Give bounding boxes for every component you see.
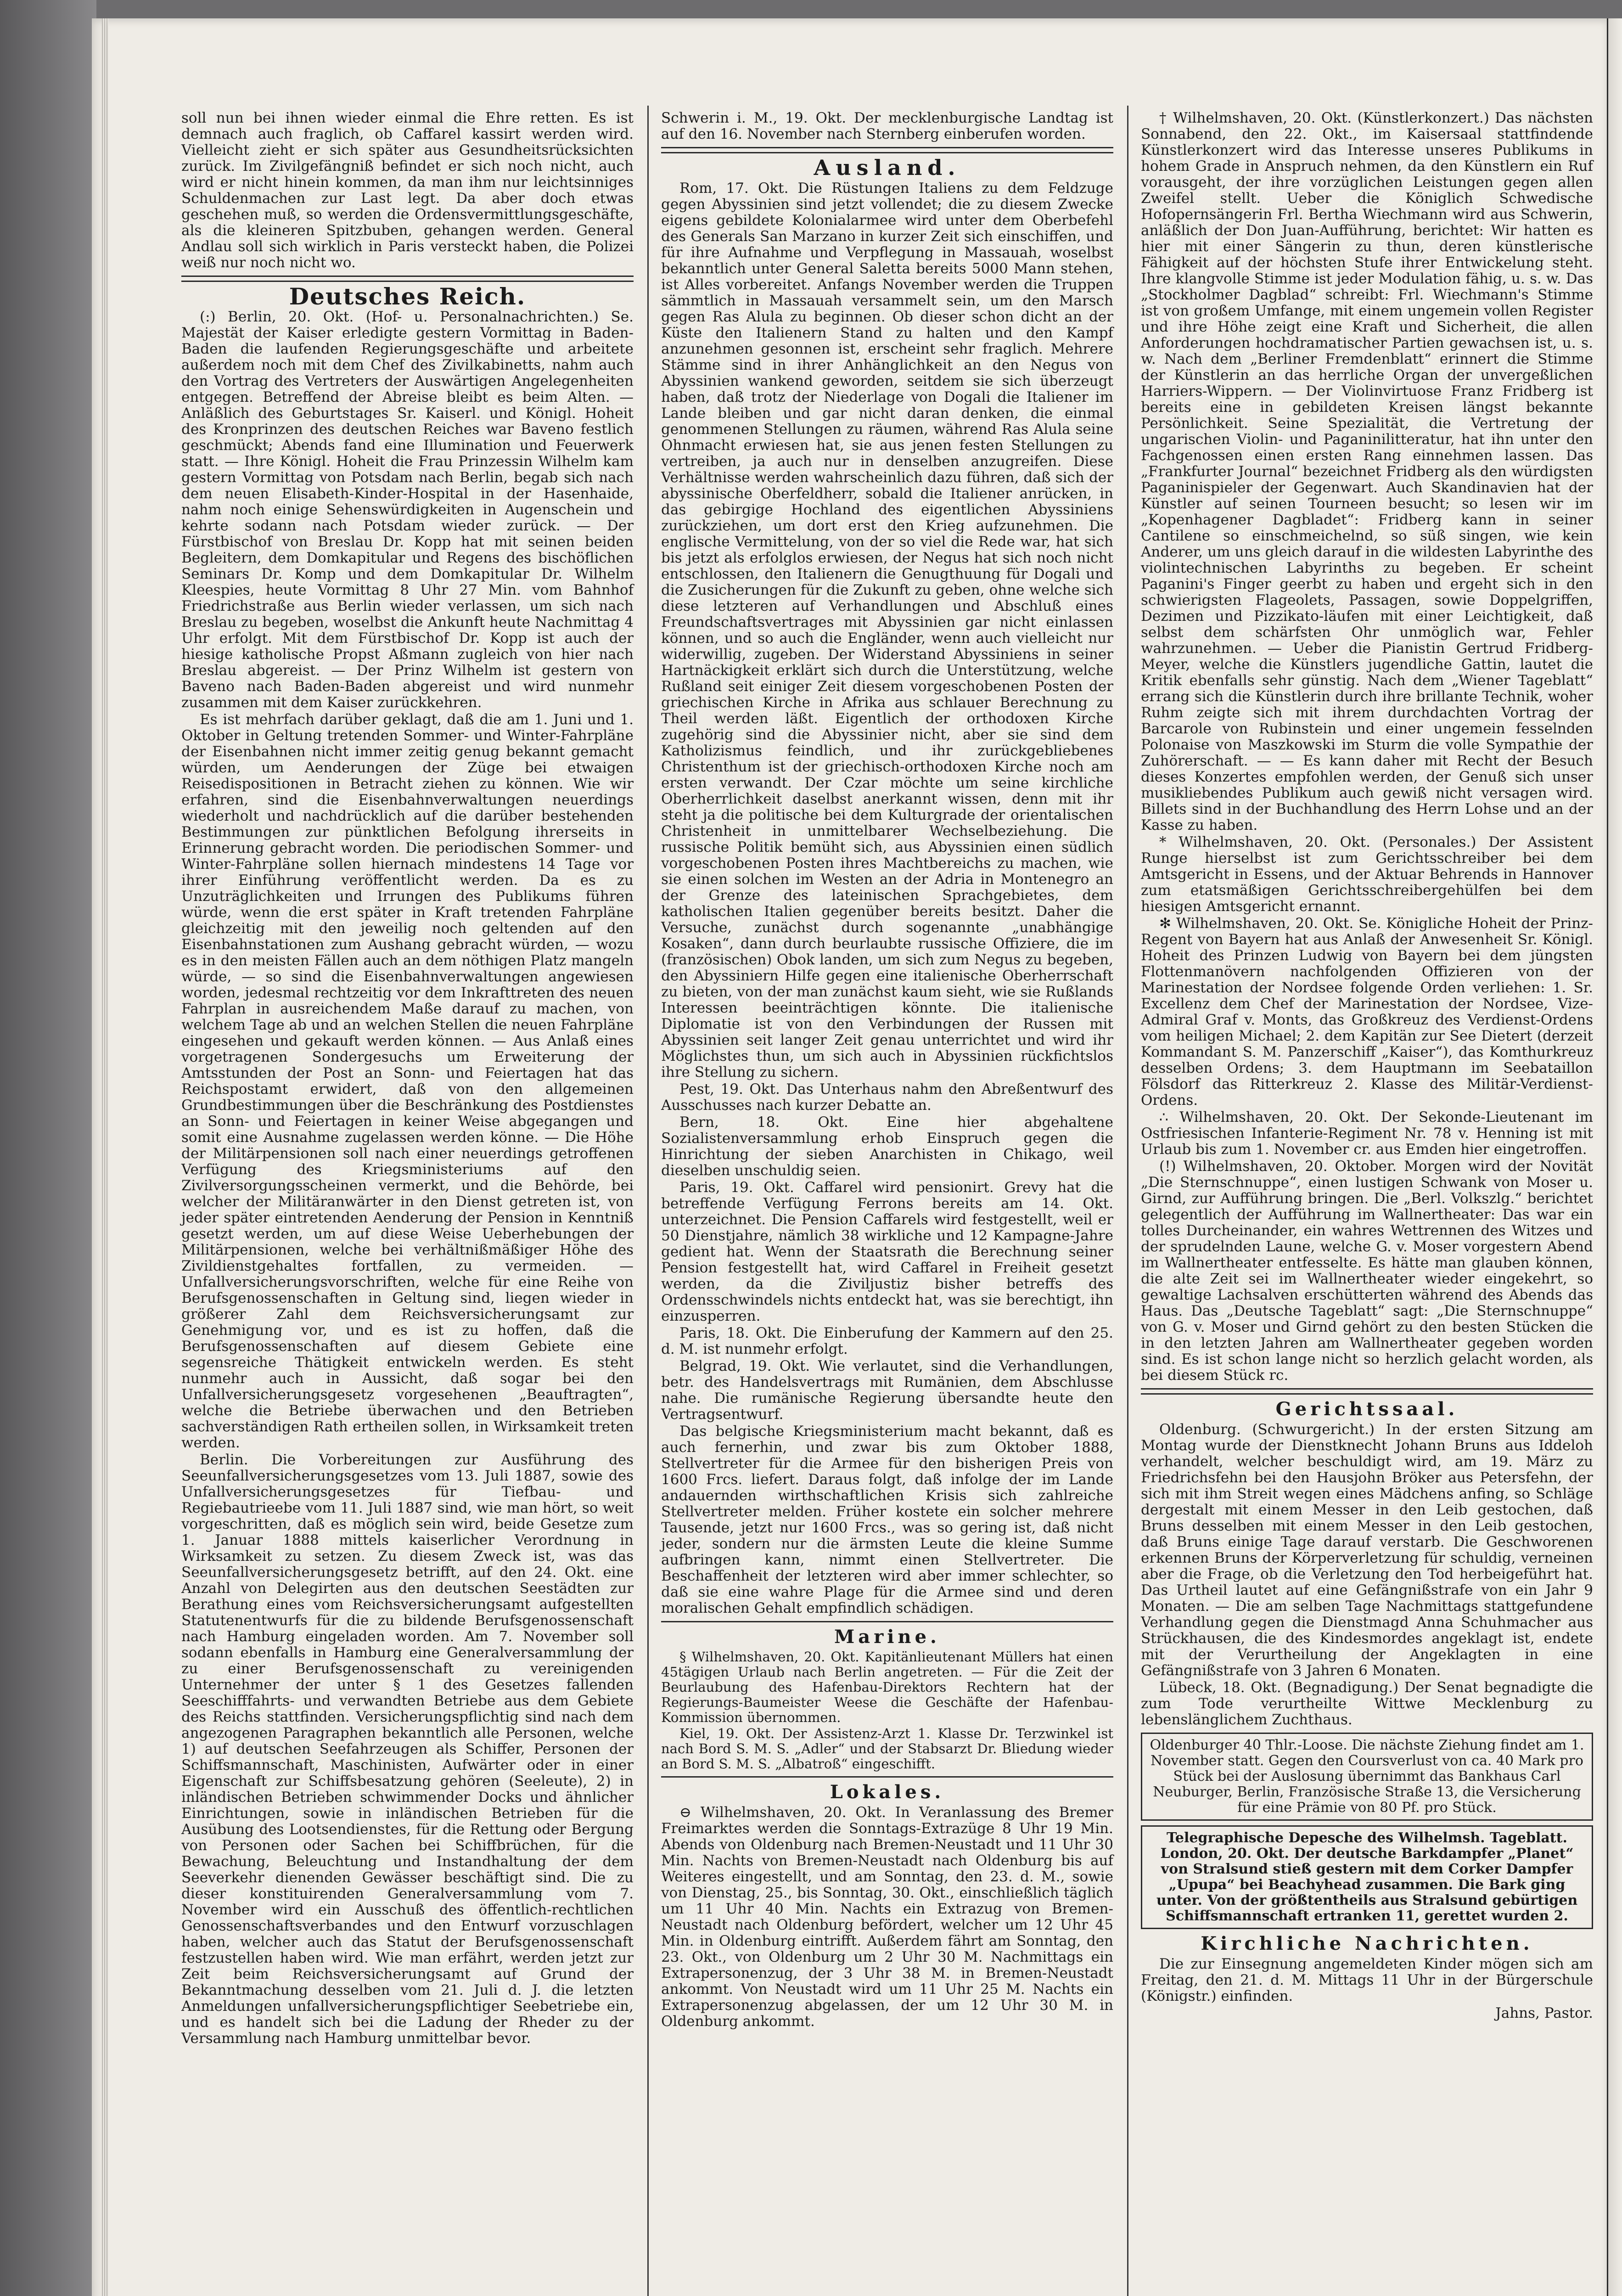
article-marine-wilhelmshaven: § Wilhelmshaven, 20. Okt. Kapitänlieutenant Müllers hat einen 45tägigen Urlaub nach Berlin angetreten. — Für die Zeit der Beurlaubung des Hafenbau-Direktors Rechtern hat der Regierungs-Baumeister Weese die Geschäfte der Hafenbau-Kommission übernommen. <box>661 1649 1113 1725</box>
page-binding-edge <box>102 18 108 2296</box>
section-rule <box>661 1621 1113 1622</box>
section-title-lokales: Lokales. <box>830 1781 945 1803</box>
section-rule <box>1141 1388 1593 1395</box>
article-fahrplaene: Es ist mehrfach darüber geklagt, daß die am 1. Juni und 1. Oktober in Geltung tretenden Sommer- und Winter-Fahrpläne der Eisenbahnen nicht immer zeitig genug bekannt gemacht würden, um Aenderungen der Züge bei etwaigen Reisedispositionen in Betracht ziehen zu können. Wie wir erfahren, sind die Eisenbahnverwaltungen neuerdings wiederholt und nachdrücklich auf die darüber bestehenden Bestimmungen zur pünktlichen Befolgung ihrerseits in Erinnerung gebracht worden. Die periodischen Sommer- und Winter-Fahrpläne sollen hiernach mindestens 14 Tage vor ihrer Einführung veröffentlicht werden. Da es zu Unzuträglichkeiten und Irrungen des Publikums führen würde, wenn die erst später in Kraft tretenden Fahrpläne gleichzeitig mit den jeweilig noch geltenden auf den Eisenbahnstationen zum Aushang gebracht würden, — wozu es in den meisten Fällen auch an dem nöthigen Platz mangeln würde, — so sind die Eisenbahnverwaltungen angewiesen worden, jedesmal rechtzeitig vor dem Inkrafttreten des neuen Fahrplan in ausreichendem Maße darauf zu machen, von welchem Tage ab und an welchen Stellen die neuen Fahrpläne eingesehen und gekauft werden können. — Aus Anlaß eines vorgetragenen Sondergesuchs um Erweiterung der Amtsstunden der Post an Sonn- und Feiertagen hat das Reichspostamt erwidert, daß von den allgemeinen Grundbestimmungen über die Beschränkung des Postdienstes an Sonn- und Feiertagen in keiner Weise abgegangen und somit eine Ausnahme zugelassen werden könne. — Die Höhe der Militärpensionen soll nach einer neuerdings getroffenen Verfügung des Kriegsministeriums auf den Zivilversorgungsscheinen vermerkt, und die Behörde, bei welcher der Militäranwärter in den Dienst getreten ist, von jeder später eintretenden Aenderung der Pension in Kenntniß gesetzt werden, um auf diese Weise Ueberhebungen der Militärpensionen, welche bei verhältnißmäßiger Höhe des Zivildienstgehaltes fortfallen, zu vermeiden. — Unfallversicherungsvorschriften, welche für eine Reihe von Berufsgenossenschaften in Geltung sind, liegen wieder in größerer Zahl dem Reichsversicherungsamt zur Genehmigung vor, und es ist zu hoffen, daß die Berufsgenossenschaften auf diesem Gebiete eine segensreiche Thätigkeit entwickeln werden. Es steht nunmehr auch in Aussicht, daß sogar bei den Unfallversicherungsgesetz vorgesehenen „Beauftragten“, welche die Betriebe überwachen und den Betrieben sachverständigen Rath ertheilen sollen, in Wirksamkeit treten werden. <box>181 711 634 1451</box>
section-title-deutsches-reich: Deutsches Reich. <box>289 283 526 310</box>
article-lokales-freimarkt: ⊖ Wilhelmshaven, 20. Okt. In Veranlassung des Bremer Freimarktes werden die Sonntags-Extrazüge 8 Uhr 19 Min. Abends von Oldenburg nach Bremen-Neustadt und 11 Uhr 30 Min. Nachts von Bremen-Neustadt nach Oldenburg bis auf Weiteres eingestellt, und am Sonntag, den 23. d. M., sowie von Dienstag, 25., bis Sonntag, 30. Okt., einschließlich täglich um 11 Uhr 40 Min. Nachts ein Extrazug von Bremen-Neustadt nach Oldenburg befördert, welcher um 12 Uhr 45 Min. in Oldenburg eintrifft. Außerdem fährt am Sonntag, den 23. Okt., von Oldenburg um 2 Uhr 30 M. Nachmittags ein Extrapersonenzug, der 3 Uhr 38 M. in Bremen-Neustadt ankommt. Von Neustadt wird um 11 Uhr 25 M. Nachts ein Extrapersonenzug abgelassen, der um 12 Uhr 30 M. in Oldenburg ankommt. <box>661 1804 1113 2030</box>
article-berlin-hofnachrichten: (:) Berlin, 20. Okt. (Hof- u. Personalnachrichten.) Se. Majestät der Kaiser erledigte gestern Vormittag in Baden-Baden die laufenden Regierungsgeschäfte und arbeitete außerdem noch mit dem Chef des Zivilkabinetts, nahm auch den Vortrag des Vertreters der Auswärtigen Angelegenheiten entgegen. Betreffend der Abreise bleibt es beim Alten. — Anläßlich des Geburtstages Sr. Kaiserl. und Königl. Hoheit des Kronprinzen des deutschen Reiches war Baveno festlich geschmückt; Abends fand eine Illumination und Feuerwerk statt. — Ihre Königl. Hoheit die Frau Prinzessin Wilhelm kam gestern Vormittag von Potsdam nach Berlin, begab sich nach dem neuen Elisabeth-Kinder-Hospital in der Hasenhaide, nahm noch einige Sehenswürdigkeiten in Augenschein und kehrte sodann nach Potsdam wieder zurück. — Der Fürstbischof von Breslau Dr. Kopp hat mit seinen beiden Begleitern, dem Domkapitular und Regens des bischöflichen Seminars Dr. Komp und dem Domkapitular Dr. Wilhelm Kleespies, heute Vormittag 8 Uhr 27 Min. vom Bahnhof Friedrichstraße aus Berlin wieder verlassen, um sich nach Breslau zu begeben, woselbst die Ankunft heute Nachmittag 4 Uhr erfolgt. Mit dem Fürstbischof Dr. Kopp ist auch der hiesige katholische Propst Aßmann zugleich von hier nach Breslau abgereist. — Der Prinz Wilhelm ist gestern von Baveno nach Baden-Baden abgereist und wird nunmehr zusammen mit dem Kaiser zurückkehren. <box>181 309 634 711</box>
article-marine-kiel: Kiel, 19. Okt. Der Assistenz-Arzt 1. Klasse Dr. Terzwinkel ist nach Bord S. M. S. „Adler“ und der Stabsarzt Dr. Bliedung wieder an Bord S. M. S. „Albatroß“ eingeschifft. <box>661 1726 1113 1772</box>
article-paris-18: Paris, 18. Okt. Die Einberufung der Kammern auf den 25. d. M. ist nunmehr erfolgt. <box>661 1325 1113 1357</box>
telegram-title: Telegraphische Depesche des Wilhelmsh. Tageblatt. <box>1167 1830 1567 1846</box>
section-rule <box>661 1776 1113 1778</box>
article-rom: Rom, 17. Okt. Die Rüstungen Italiens zu dem Feldzuge gegen Abyssinien sind jetzt vollendet; die zu diesem Zwecke eigens gebildete Kolonialarmee wird unter dem Oberbefehl des Generals San Marzano in kurzer Zeit sich einschiffen, und für ihre Aufnahme und Verpflegung in Massauah, woselbst bekanntlich unter General Saletta bereits 5000 Mann stehen, ist Alles vorbereitet. Anfangs November werden die Truppen sämmtlich in Massauah versammelt sein, um den Marsch gegen Ras Alula zu beginnen. Ob dieser schon dicht an der Küste den Italienern Stand zu halten und den Kampf anzunehmen gesonnen ist, erscheint sehr fraglich. Mehrere Stämme sind in ihrer Anhänglichkeit an den Negus von Abyssinien wankend geworden, seitdem sie sich überzeugt haben, daß trotz der Niederlage von Dogali die Italiener im Lande bleiben und gar nicht daran denken, die einmal genommenen Stellungen zu räumen, während Ras Alula seine Ohnmacht erwiesen hat, sie aus jenen festen Stellungen zu vertreiben, ja auch nur in denselben anzugreifen. Diese Verhältnisse werden wahrscheinlich dazu führen, daß sich der abyssinische Oberfeldherr, sobald die Italiener anrücken, in das gebirgige Hochland des eigentlichen Abyssiniens zurückziehen, um dort erst den Krieg aufzunehmen. Die englische Vermittelung, von der so viel die Rede war, hat sich bis jetzt als erfolglos erwiesen, der Negus hat sich noch nicht entschlossen, den Italienern die Genugthuung für Dogali und die Zusicherungen für die Zukunft zu geben, ohne welche sich diese letzteren auf Verhandlungen und Abschluß eines Freundschaftsvertrages mit Abyssinien gar nicht einlassen können, und so auch die Engländer, wenn auch vielleicht nur widerwillig, zugeben. Der Widerstand Abyssiniens in seiner Hartnäckigkeit erklärt sich durch die Unterstützung, welche Rußland seit einiger Zeit diesem vorgeschobenen Posten der griechischen Kirche in Afrika aus schlauer Berechnung zu Theil werden läßt. Eigentlich der orthodoxen Kirche zugehörig sind die Abyssinier nicht, aber sie sind dem Katholizismus feindlich, und ihr zurückgebliebenes Christenthum ist der griechisch-orthodoxen Kirche noch am ersten verwandt. Der Czar möchte um seine kirchliche Oberherrlichkeit daselbst anerkannt wissen, denn mit ihr steht ja die politische bei dem Kulturgrade der orientalischen Christenheit in unmittelbarer Wechselbeziehung. Die russische Politik bemüht sich, aus Abyssinien einen südlich vorgeschobenen Posten ihres Machtbereichs zu machen, wie sie einen solchen im Westen an der Adria in Montenegro an der Grenze des lateinischen Sprachgebietes, dem katholischen Italien gegenüber bereits besitzt. Daher die Versuche, zunächst durch sogenannte „unabhängige Kosaken“, dann durch beurlaubte russische Offiziere, die im (französischen) Obok landen, um sich zum Negus zu begeben, den Abyssiniern Hilfe gegen eine italienische Oberherrschaft zu bieten, von der man zunächst kaum sieht, wie sie Rußlands Interessen beeinträchtigen könnte. Die italienische Diplomatie ist von den Verbindungen der Russen mit Abyssinien seit langer Zeit genau unterrichtet und wird ihr Möglichstes thun, um sich auch in Abyssinien rückfichtslos ihre Stellung zu sichern. <box>661 180 1113 1080</box>
telegram-london: London, 20. Okt. Der deutsche Barkdampfer „Planet“ von Stralsund stieß gestern mit dem Corker Dampfer „Upupa“ bei Beachyhead zusammen. Die Bark ging unter. Von der größtentheils aus Stralsund gebürtigen Schiffsmannschaft ertranken 11, gerettet wurden 2. <box>1156 1846 1578 1924</box>
article-sekonde-lieutenant: ∴ Wilhelmshaven, 20. Okt. Der Sekonde-Lieutenant im Ostfriesischen Infanterie-Regiment Nr. 78 v. Henning ist mit Urlaub bis zum 1. November cr. aus Emden hier eingetroffen. <box>1141 1109 1593 1158</box>
article-kuenstlerkonzert: † Wilhelmshaven, 20. Okt. (Künstlerkonzert.) Das nächsten Sonnabend, den 22. Okt., im Kaisersaal stattfindende Künstlerkonzert wird das Interesse unseres Publikums in hohem Grade in Anspruch nehmen, da den Künstlern ein Ruf vorausgeht, der ihre vorzüglichen Leistungen gegen allen Zweifel stellt. Ueber die Königlich Schwedische Hofopernsängerin Frl. Bertha Wiechmann wird aus Schwerin, anläßlich der Don Juan-Aufführung, berichtet: Wir hatten es hier mit einer Sängerin zu thun, deren künstlerische Fähigkeit auf der höchsten Stufe ihrer Entwickelung steht. Ihre klangvolle Stimme ist jeder Modulation fähig, u. s. w. Das „Stockholmer Dagblad“ schreibt: Frl. Wiechmann's Stimme ist von großem Umfange, mit einem ungemein vollen Register und ihre Höhe zeigt eine Kraft und Sicherheit, die allen Anforderungen hochdramatischer Partien gewachsen ist, u. s. w. Nach dem „Berliner Fremdenblatt“ erinnert die Stimme der Künstlerin an das herrliche Organ der unvergeßlichen Harriers-Wippern. — Der Violinvirtuose Franz Fridberg ist bereits eine in gebildeten Kreisen längst bekannte Persönlichkeit. Seine Spezialität, die Vertretung der ungarischen Violin- und Paganinilitteratur, hat ihn unter den Fachgenossen einen ersten Rang einnehmen lassen. Das „Frankfurter Journal“ bezeichnet Fridberg als den würdigsten Paganinispieler der Gegenwart. Auch Skandinavien hat der Künstler auf seinen Tourneen besucht; so lesen wir im „Kopenhagener Dagbladet“: Fridberg kann in seiner Cantilene so einschmeichelnd, so süß singen, wie kein Anderer, um uns gleich darauf in die wildesten Labyrinthe des violintechnischen Labyrinths zu begeben. Er scheint Paganini's Finger geerbt zu haben und ergeht sich in den schwierigsten Flageolets, Passagen, sowie Doppelgriffen, Dezimen und Pizzikato-läufen mit einer Leichtigkeit, daß selbst dem schärfsten Ohr unmöglich war, Fehler wahrzunehmen. — Ueber die Pianistin Gertrud Fridberg-Meyer, welche die Künstlers jugendliche Gattin, lautet die Kritik ebenfalls sehr günstig. Nach dem „Wiener Tageblatt“ errang sich die Künstlerin durch ihre brillante Technik, woher Ruhm zeigte sich mit ihrem durchdachten Vortrag der Barcarole von Rubinstein und einer ungemein fesselnden Polonaise von Maszkowski im Sturm die volle Sympathie der Zuhörerschaft. — — Es kann daher mit Recht der Besuch dieses Konzertes empfohlen werden, der Genuß sich unser musikliebendes Publikum auch gewiß nicht versagen wird. Billets sind in der Buchhandlung des Herrn Lohse und an der Kasse zu haben. <box>1141 110 1593 833</box>
article-oldenburg-schwurgericht: Oldenburg. (Schwurgericht.) In der ersten Sitzung am Montag wurde der Dienstknecht Johann Bruns aus Iddeloh verhandelt, welcher beschuldigt wird, am 19. März zu Friedrichsfehn bei den Hausjohn Bröker aus Petersfehn, der sich mit ihm Streit wegen eines Mädchens anfing, so Schläge dergestalt mit einem Messer in den Leib gestochen, daß Bruns desselben mit einem Messer in den Leib gestochen, daß Bruns einige Tage darauf verstarb. Die Geschworenen erkennen Bruns der Körperverletzung für schuldig, verneinen aber die Frage, ob die Verletzung den Tod herbeigeführt hat. Das Urtheil lautet auf eine Gefängnißstrafe von ein Jahr 9 Monaten. — Die am selben Tage Nachmittags stattgefundene Verhandlung gegen die Dienstmagd Anna Schuhmacher aus Strückhausen, die des Kindesmordes angeklagt ist, endete mit der Verurtheilung der Angeklagten in eine Gefängnißstrafe von 3 Jahren 6 Monaten. <box>1141 1421 1593 1679</box>
article-schwerin: Schwerin i. M., 19. Okt. Der mecklenburgische Landtag ist auf den 16. November nach Sternberg einberufen worden. <box>661 110 1113 142</box>
advertisement-loose <box>1141 1733 1593 1821</box>
column-divider-1 <box>647 106 649 2296</box>
article-belgrad: Belgrad, 19. Okt. Wie verlautet, sind die Verhandlungen, betr. des Handelsvertrags mit Rumänien, dem Abschlusse nahe. Die rumänische Regierung übersandte heute den Vertragsentwurf. <box>661 1358 1113 1423</box>
column-3 <box>1141 110 1593 2022</box>
section-rule <box>661 147 1113 153</box>
article-luebeck-begnadigung: Lübeck, 18. Okt. (Begnadigung.) Der Senat begnadigte die zum Tode verurtheilte Wittwe Mecklenburg zu lebenslänglichem Zuchthaus. <box>1141 1679 1593 1728</box>
section-title-kirchliche-nachrichten: Kirchliche Nachrichten. <box>1201 1933 1533 1954</box>
newspaper-page <box>92 18 1607 2296</box>
advertisement-loose-text: Oldenburger 40 Thlr.-Loose. Die nächste Ziehung findet am 1. November statt. Gegen den Coursverlust von ca. 40 Mark pro Stück bei der Auslosung übernimmt das Bankhaus Carl Neuburger, Berlin, Französische Straße 13, die Versicherung für eine Prämie von 80 Pf. pro Stück. <box>1150 1737 1584 1816</box>
section-title-gerichtssaal: Gerichtssaal. <box>1275 1398 1459 1420</box>
section-title-marine: Marine. <box>834 1626 940 1648</box>
column-divider-2 <box>1127 106 1128 2296</box>
next-page-edge <box>1607 18 1622 2296</box>
article-bern: Bern, 18. Okt. Eine hier abgehaltene Sozialistenversammlung erhob Einspruch gegen die Hinrichtung der sieben Anarchisten in Chikago, weil dieselben unschuldig seien. <box>661 1114 1113 1179</box>
article-sternschnuppe: (!) Wilhelmshaven, 20. Oktober. Morgen wird der Novität „Die Sternschnuppe“, einen lustigen Schwank von Moser u. Girnd, zur Aufführung bringen. Die „Berl. Volkszlg.“ berichtet gelegentlich der Aufführung im Wallnertheater: Das war ein tolles Durcheinander, ein wahres Wettrennen des Witzes und der sprudelnden Laune, welche G. v. Moser vorgestern Abend im Wallnertheater entfesselte. Es hätte man glauben können, die alte Zeit sei im Wallnertheater wieder eingekehrt, so gewaltige Lachsalven erschütterten während des Abends das Haus. Das „Deutsche Tageblatt“ sagt: „Die Sternschnuppe“ von G. v. Moser und Girnd gehört zu den besten Stücken die in den letzten Jahren am Wallnertheater gegeben worden sind. Es ist schon lange nicht so herzlich gelacht worden, als bei diesem Stück rc. <box>1141 1158 1593 1384</box>
column-1 <box>181 110 634 2048</box>
article-belgisches-kriegsministerium: Das belgische Kriegsministerium macht bekannt, daß es auch fernerhin, und zwar bis zum Oktober 1888, Stellvertreter für die Armee für den bisherigen Preis von 1600 Frcs. liefert. Daraus folgt, daß infolge der im Lande andauernden wirthschaftlichen Krisis sich zahlreiche Stellvertreter melden. Früher kostete ein solcher mehrere Tausende, jetzt nur 1600 Frcs., was so gering ist, daß nicht jeder, sondern nur die ärmsten Leute die kleine Summe aufbringen kann, nimmt einen Stellvertreter. Die Beschaffenheit der letzteren wird aber immer schlechter, so daß sie eine wahre Plage für die Armee sind und deren moralischen Gehalt empfindlich schädigen. <box>661 1423 1113 1616</box>
article-personales: * Wilhelmshaven, 20. Okt. (Personales.) Der Assistent Runge hierselbst ist zum Gerichtsschreiber bei dem Amtsgericht in Essens, und der Aktuar Behrends in Hannover zum etatsmäßigen Gerichtsschreibergehülfen bei dem hiesigen Amtsgericht ernannt. <box>1141 834 1593 915</box>
section-rule <box>181 276 634 282</box>
article-caffarel-end: soll nun bei ihnen wieder einmal die Ehre retten. Es ist demnach auch fraglich, ob Caffarel kassirt werden wird. Vielleicht zieht er sich später aus Gesundheitsrücksichten zurück. Im Zivilgefängniß befindet er sich noch nicht, auch wird er nicht hinein kommen, da man ihm nur leichtsinniges Schuldenmachen zur Last legt. Da aber doch etwas geschehen muß, so werden die Ordensvermittlungsgeschäfte, als die kleineren Spitzbuben, gehangen werden. General Andlau soll sich wirklich in Paris versteckt haben, die Polizei weiß nur noch nicht wo. <box>181 110 634 271</box>
article-paris-19: Paris, 19. Okt. Caffarel wird pensionirt. Grevy hat die betreffende Verfügung Ferrons bereits am 14. Okt. unterzeichnet. Die Pension Caffarels wird festgestellt, weil er 50 Dienstjahre, nämlich 38 wirkliche und 12 Kampagne-Jahre gedient hat. Wenn der Staatsrath die Berechnung seiner Pension festgestellt hat, wird Caffarel in Freiheit gesetzt werden, da die Ziviljustiz bisher betreffs des Ordensschwindels nichts entdeckt hat, was sie berechtigt, ihn einzusperren. <box>661 1179 1113 1324</box>
article-pest: Pest, 19. Okt. Das Unterhaus nahm den Abreßentwurf des Ausschusses nach kurzer Debatte an. <box>661 1081 1113 1114</box>
article-bayerische-orden: ✻ Wilhelmshaven, 20. Okt. Se. Königliche Hoheit der Prinz-Regent von Bayern hat aus Anlaß der Anwesenheit Sr. Königl. Hoheit des Prinzen Ludwig von Bayern bei dem jüngsten Flottenmanövern nachfolgenden Offizieren von der Marinestation der Nordsee folgende Orden verliehen: 1. Sr. Excellenz dem Chef der Marinestation der Nordsee, Vize-Admiral Graf v. Monts, das Großkreuz des Verdienst-Ordens vom heiligen Michael; 2. dem Kapitän zur See Dietert (derzeit Kommandant S. M. Panzerschiff „Kaiser“), das Komthurkreuz desselben Ordens; 3. dem Hauptmann im Seebataillon Fölsdorf das Ritterkreuz 2. Klasse des Militär-Verdienst-Ordens. <box>1141 915 1593 1109</box>
article-seeunfallversicherung: Berlin. Die Vorbereitungen zur Ausführung des Seeunfallversicherungsgesetzes vom 13. Juli 1887, sowie des Unfallversicherungsgesetzes für Tiefbau- und Regiebautrieebe vom 11. Juli 1887 sind, wie man hört, so weit vorgeschritten, daß es möglich sein wird, beide Gesetze zum 1. Januar 1888 mittels kaiserlicher Verordnung in Wirksamkeit zu setzen. Zu diesem Zweck ist, was das Seeunfallversicherungsgesetz betrifft, auf den 24. Okt. eine Anzahl von Delegirten aus den deutschen Seestädten zur Berathung eines vom Reichsversicherungsamt aufgestellten Statutenentwurfs für die zu bildende Berufsgenossenschaft nach Hamburg eingeladen worden. Am 7. November soll sodann ebenfalls in Hamburg eine Generalversammlung der zu einer Berufsgenossenschaft zu vereinigenden Unternehmer der unter § 1 des Gesetzes fallenden Seeschifffahrts- und verwandten Betriebe aus dem Gebiete des Reichs stattfinden. Versicherungspflichtig sind nach dem angezogenen Paragraphen bekanntlich alle Personen, welche 1) auf deutschen Seefahrzeugen als Schiffer, Personen der Schiffsmannschaft, Maschinisten, Aufwärter oder in einer Eigenschaft zur Schiffsbesatzung gehören (Seeleute), 2) in inländischen Betrieben schwimmender Docks und ähnlicher Einrichtungen, sowie in inländischen Betrieben für die Ausübung des Lootsendienstes, für die Rettung oder Bergung von Personen oder Sachen bei Schiffbrüchen, für die Bewachung, Beleuchtung und Instandhaltung der dem Seeverkehr dienenden Gewässer beschäftigt sind. Die zu dieser konstituirenden Generalversammlung vom 7. November wird ein Ausschuß des öffentlich-rechtlichen Genossenschaftsverbandes und den Entwurf vorzuschlagen haben, welcher auch das Statut der Berufsgenossenschaft festzustellen haben wird. Wie man erfährt, werden jetzt zur Zeit beim Reichsversicherungsamt auf Grund der Bekanntmachung desselben vom 21. Juli d. J. die letzten Anmeldungen unfallversicherungspflichtiger Seebetriebe ein, und es handelt sich bei die Ladung der Rheder zu der Versammlung nach Hamburg unmittelbar bevor. <box>181 1452 634 2047</box>
article-einsegnung: Die zur Einsegnung angemeldeten Kinder mögen sich am Freitag, den 21. d. M. Mittags 11 Uhr in der Bürgerschule (Königstr.) einfinden. <box>1141 1956 1593 2004</box>
column-2 <box>661 110 1113 2031</box>
telegram-box <box>1141 1825 1593 1929</box>
scan-background <box>0 0 96 2296</box>
section-title-ausland: Ausland. <box>814 155 961 180</box>
signature-pastor: Jahns, Pastor. <box>1495 2005 1593 2021</box>
